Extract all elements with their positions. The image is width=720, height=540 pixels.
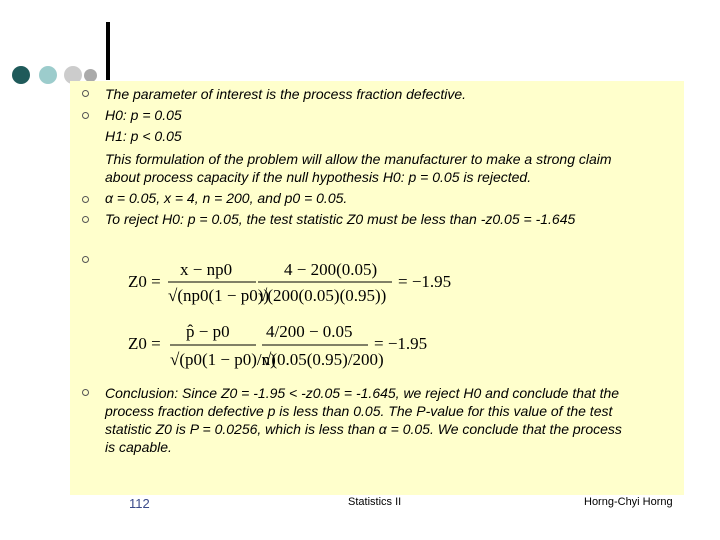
page-number: 112 — [129, 496, 150, 511]
text-formulation-2: about process capacity if the null hypothesis H0: p = 0.05 is rejected. — [105, 169, 532, 185]
text-formulation-1: This formulation of the problem will allow the manufacturer to make a strong claim — [105, 151, 612, 167]
formula-2-lhs: Z0 = — [128, 334, 161, 353]
formula-2-num2: 4/200 − 0.05 — [266, 322, 353, 341]
formula-2-num: p̂ − p0 — [186, 322, 230, 341]
text-reject-rule: To reject H0: p = 0.05, the test statistic Z0 must be less than -z0.05 = -1.645 — [105, 211, 576, 227]
formula-1-lhs: Z0 = — [128, 272, 161, 291]
formula-2-result: = −1.95 — [374, 334, 428, 353]
text-alpha: α = 0.05, x = 4, n = 200, and p0 = 0.05. — [105, 190, 348, 206]
formula-1-den2: √(200(0.05)(0.95)) — [258, 286, 387, 305]
author-name: Horng-Chyi Horng — [584, 496, 673, 508]
text-conclusion-1: Conclusion: Since Z0 = -1.95 < -z0.05 = -1.645, we reject H0 and conclude that the — [105, 385, 620, 401]
formula-1-num: x − np0 — [180, 260, 233, 279]
text-h0: H0: p = 0.05 — [105, 107, 182, 123]
formula-2-den2: √(0.05(0.95)/200) — [262, 350, 384, 369]
course-name: Statistics II — [348, 496, 402, 508]
text-conclusion-2: process fraction defective p is less than 0.05. The P-value for this value of the test — [105, 403, 613, 419]
formula-1-num2: 4 − 200(0.05) — [284, 260, 378, 279]
text-conclusion-4: is capable. — [105, 439, 172, 455]
text-conclusion-3: statistic Z0 is P = 0.0256, which is less than α = 0.05. We conclude that the process — [105, 421, 622, 437]
text-h1: H1: p < 0.05 — [105, 128, 182, 144]
text-parameter: The parameter of interest is the process fraction defective. — [105, 86, 467, 102]
formula-2-den: √(p0(1 − p0)/n) — [170, 350, 276, 369]
formula-1-den: √(np0(1 − p0)) — [168, 286, 270, 305]
formula-1-result: = −1.95 — [398, 272, 452, 291]
